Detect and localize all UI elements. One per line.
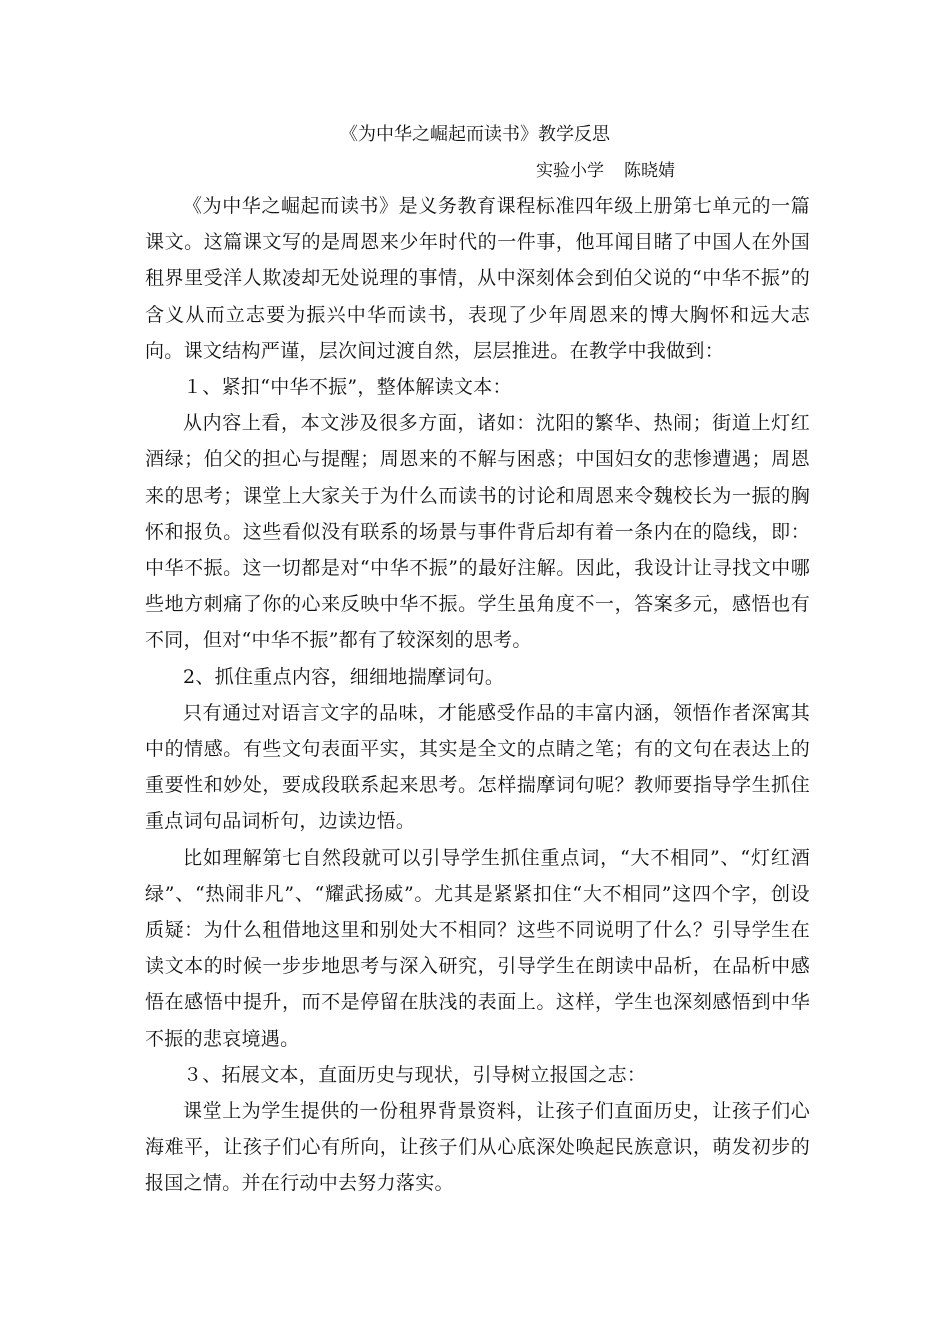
heading-point-1: １、紧扣“中华不振”，整体解读文本： (183, 376, 512, 399)
author-line (536, 158, 675, 184)
document-body (145, 188, 810, 1202)
heading-point-2: 2、抓住重点内容，细细地揣摩词句。 (183, 665, 505, 688)
heading-point-3: ３、拓展文本，直面历史与现状，引导树立报国之志： (183, 1063, 647, 1086)
school-name: 实验小学 (536, 161, 604, 181)
paragraph-intro: 《为中华之崛起而读书》是义务教育课程标准四年级上册第七单元的一篇课文。这篇课文写的是周恩来少年时代的一件事，他耳闻目睹了中国人在外国租界里受洋人欺凌却无处说理的事情，从中深刻体会到伯父说的“中华不振”的含义从而立志要为振兴中华而读书，表现了少年周恩来的博大胸怀和远大志向。课文结构严谨，层次间过渡自然，层层推进。在教学中我做到： (145, 195, 810, 362)
author-name: 陈晓婧 (624, 161, 675, 181)
paragraph-point-1: 从内容上看，本文涉及很多方面，诸如：沈阳的繁华、热闹；街道上灯红酒绿；伯父的担心与提醒；周恩来的不解与困惑；中国妇女的悲惨遭遇；周恩来的思考；课堂上大家关于为什么而读书的讨论和周恩来令魏校长为一振的胸怀和报负。这些看似没有联系的场景与事件背后却有着一条内在的隐线，即：中华不振。这一切都是对“中华不振”的最好注解。因此，我设计让寻找文中哪些地方刺痛了你的心来反映中华不振。学生虽角度不一，答案多元，感悟也有不同，但对“中华不振”都有了较深刻的思考。 (145, 412, 810, 652)
paragraph-example: 比如理解第七自然段就可以引导学生抓住重点词，“大不相同”、“灯红酒绿”、“热闹非凡”、“耀武扬威”。尤其是紧紧扣住“大不相同”这四个字，创设质疑：为什么租借地这里和别处大不相同？这些不同说明了什么？引导学生在读文本的时候一步步地思考与深入研究，引导学生在朗读中品析，在品析中感悟在感悟中提升，而不是停留在肤浅的表面上。这样，学生也深刻感悟到中华不振的悲哀境遇。 (145, 846, 810, 1050)
document-title: 《为中华之崛起而读书》教学反思 (340, 124, 610, 145)
paragraph-point-3: 课堂上为学生提供的一份租界背景资料，让孩子们直面历史，让孩子们心海难平，让孩子们心有所向，让孩子们从心底深处唤起民族意识，萌发初步的报国之情。并在行动中去努力落实。 (145, 1100, 810, 1195)
paragraph-point-2: 只有通过对语言文字的品味，才能感受作品的丰富内涵，领悟作者深寓其中的情感。有些文句表面平实，其实是全文的点睛之笔；有的文句在表达上的重要性和妙处，要成段联系起来思考。怎样揣摩词句呢？教师要指导学生抓住重点词句品词析句，边读边悟。 (145, 701, 810, 833)
